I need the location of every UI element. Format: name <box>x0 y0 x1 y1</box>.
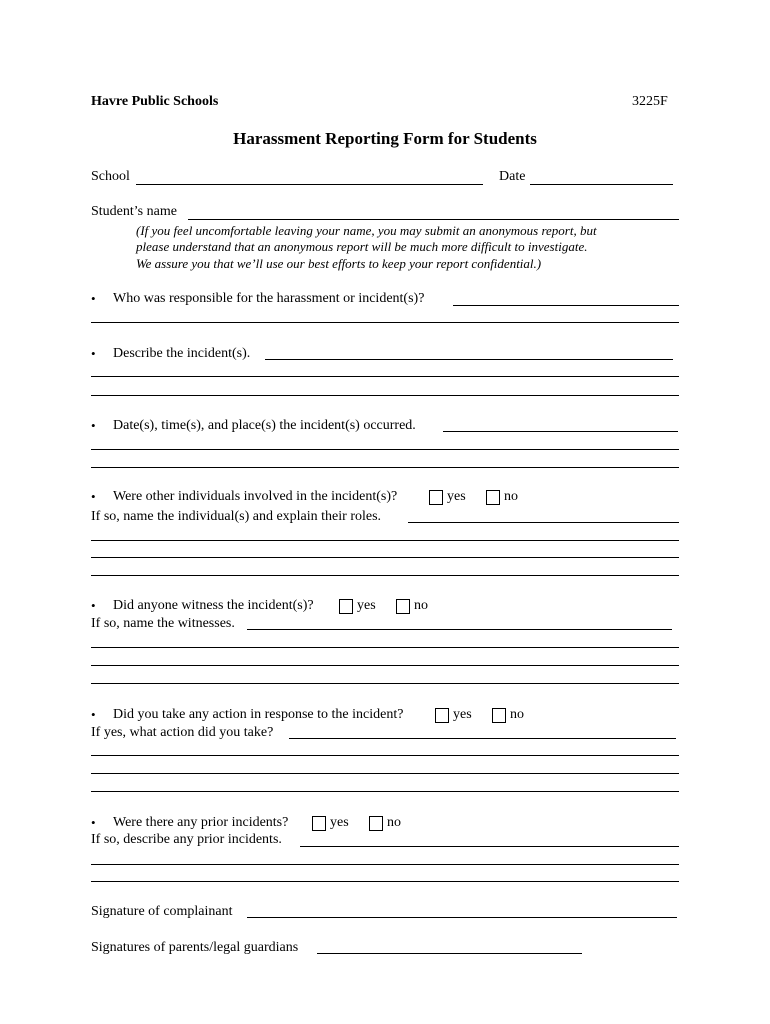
answer-line[interactable] <box>443 431 678 432</box>
yes-label: yes <box>453 707 472 722</box>
anonymous-note-line-2: please understand that an anonymous report will be much more difficult to investigate. <box>136 239 588 254</box>
answer-line[interactable] <box>91 665 679 666</box>
question-describe: Describe the incident(s). <box>113 346 251 361</box>
bullet: • <box>91 418 96 433</box>
anonymous-note-line-3: We assure you that we’ll use our best efforts to keep your report confidential.) <box>136 256 542 271</box>
parents-signature-field[interactable] <box>317 953 582 954</box>
yes-checkbox[interactable] <box>312 816 326 831</box>
bullet: • <box>91 346 96 361</box>
question-date-time-place: Date(s), time(s), and place(s) the incident(s) occurred. <box>113 418 416 433</box>
bullet: • <box>91 707 96 722</box>
bullet: • <box>91 598 96 613</box>
answer-line[interactable] <box>91 864 679 865</box>
answer-line[interactable] <box>91 322 679 323</box>
yes-label: yes <box>447 489 466 504</box>
question-others-involved: Were other individuals involved in the incident(s)? <box>113 489 398 504</box>
date-field[interactable] <box>530 184 673 185</box>
answer-line[interactable] <box>91 881 679 882</box>
parents-signature-label: Signatures of parents/legal guardians <box>91 940 299 955</box>
followup-others: If so, name the individual(s) and explain their roles. <box>91 509 382 524</box>
no-label: no <box>504 489 518 504</box>
bullet: • <box>91 489 96 504</box>
no-label: no <box>387 815 401 830</box>
no-label: no <box>510 707 524 722</box>
yes-checkbox[interactable] <box>429 490 443 505</box>
no-checkbox[interactable] <box>486 490 500 505</box>
yes-checkbox[interactable] <box>339 599 353 614</box>
answer-line[interactable] <box>289 738 676 739</box>
complainant-signature-field[interactable] <box>247 917 677 918</box>
answer-line[interactable] <box>91 647 679 648</box>
answer-line[interactable] <box>91 683 679 684</box>
question-action: Did you take any action in response to the incident? <box>113 707 404 722</box>
question-responsible: Who was responsible for the harassment or incident(s)? <box>113 291 425 306</box>
answer-line[interactable] <box>91 557 679 558</box>
student-name-field[interactable] <box>188 219 679 220</box>
yes-label: yes <box>330 815 349 830</box>
answer-line[interactable] <box>91 376 679 377</box>
answer-line[interactable] <box>91 540 679 541</box>
question-prior: Were there any prior incidents? <box>113 815 289 830</box>
answer-line[interactable] <box>91 773 679 774</box>
student-name-label: Student’s name <box>91 204 177 219</box>
complainant-signature-label: Signature of complainant <box>91 904 233 919</box>
question-witness: Did anyone witness the incident(s)? <box>113 598 314 613</box>
answer-line[interactable] <box>91 755 679 756</box>
followup-prior: If so, describe any prior incidents. <box>91 832 282 847</box>
answer-line[interactable] <box>453 305 679 306</box>
answer-line[interactable] <box>265 359 673 360</box>
form-title: Harassment Reporting Form for Students <box>233 129 537 148</box>
answer-line[interactable] <box>91 791 679 792</box>
yes-label: yes <box>357 598 376 613</box>
no-checkbox[interactable] <box>369 816 383 831</box>
anonymous-note-line-1: (If you feel uncomfortable leaving your name, you may submit an anonymous report, but <box>136 223 597 238</box>
answer-line[interactable] <box>91 575 679 576</box>
followup-action: If yes, what action did you take? <box>91 725 274 740</box>
answer-line[interactable] <box>300 846 679 847</box>
school-field[interactable] <box>136 184 483 185</box>
no-label: no <box>414 598 428 613</box>
answer-line[interactable] <box>91 467 679 468</box>
organization-name: Havre Public Schools <box>91 94 219 109</box>
bullet: • <box>91 815 96 830</box>
policy-code: 3225F <box>632 94 668 109</box>
school-label: School <box>91 169 130 184</box>
no-checkbox[interactable] <box>396 599 410 614</box>
answer-line[interactable] <box>91 449 679 450</box>
date-label: Date <box>499 169 526 184</box>
yes-checkbox[interactable] <box>435 708 449 723</box>
answer-line[interactable] <box>408 522 679 523</box>
answer-line[interactable] <box>91 395 679 396</box>
followup-witness: If so, name the witnesses. <box>91 616 235 631</box>
answer-line[interactable] <box>247 629 672 630</box>
bullet: • <box>91 291 96 306</box>
no-checkbox[interactable] <box>492 708 506 723</box>
